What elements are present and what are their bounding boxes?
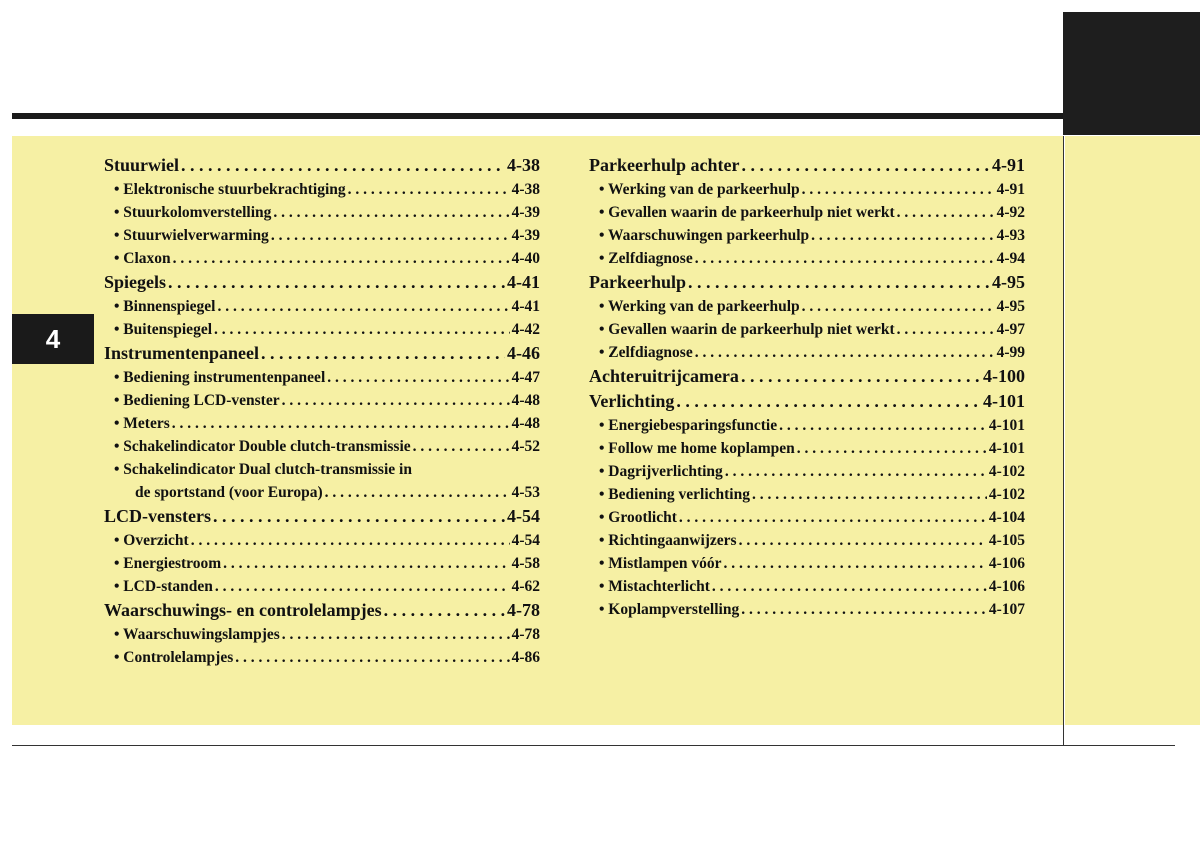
- toc-entry-label: • Schakelindicator Double clutch-transmissie: [114, 438, 411, 455]
- toc-entry-label: • Zelfdiagnose: [599, 250, 693, 267]
- toc-subentry[interactable]: [589, 295, 1025, 318]
- toc-page-number: 4-94: [996, 250, 1025, 267]
- toc-section-entry[interactable]: [104, 270, 540, 295]
- toc-entry-label: • Mistlampen vóór: [599, 555, 722, 572]
- toc-page-number: 4-100: [983, 366, 1025, 386]
- toc-page-number: 4-48: [511, 415, 540, 432]
- toc-entry-label: • Energiestroom: [114, 555, 222, 572]
- toc-section-entry[interactable]: [589, 389, 1025, 414]
- side-strip: [1065, 136, 1200, 725]
- toc-page-number: 4-99: [996, 344, 1025, 361]
- toc-entry-label: Verlichting: [589, 391, 675, 411]
- toc-page-number: 4-41: [511, 298, 540, 315]
- toc-page-number: 4-92: [996, 204, 1025, 221]
- toc-subentry[interactable]: [104, 247, 540, 270]
- toc-entry-label: • Buitenspiegel: [114, 321, 213, 338]
- toc-leader-dots: [739, 529, 987, 552]
- toc-entry-label: • Controlelampjes: [114, 649, 234, 666]
- toc-leader-dots: [741, 598, 987, 621]
- toc-page-number: 4-78: [507, 600, 540, 620]
- toc-leader-dots: [172, 412, 510, 435]
- toc-subentry[interactable]: [589, 552, 1025, 575]
- toc-entry-label: Spiegels: [104, 272, 167, 292]
- toc-entry-label: de sportstand (voor Europa): [135, 484, 323, 501]
- toc-page-number: 4-91: [996, 181, 1025, 198]
- toc-subentry[interactable]: [104, 412, 540, 435]
- toc-entry-label: • Overzicht: [114, 532, 189, 549]
- footer-rule: [12, 745, 1175, 746]
- toc-right-column: [589, 153, 1025, 621]
- toc-entry-label: • Gevallen waarin de parkeerhulp niet werkt: [599, 321, 895, 338]
- toc-subentry[interactable]: [589, 529, 1025, 552]
- toc-leader-dots: [725, 460, 987, 483]
- toc-entry-label: • Stuurwielverwarming: [114, 227, 269, 244]
- toc-entry-label: • LCD-standen: [114, 578, 213, 595]
- toc-page-number: 4-54: [507, 506, 540, 526]
- toc-leader-dots: [741, 364, 981, 389]
- toc-entry-label: LCD-vensters: [104, 506, 211, 526]
- toc-entry-label: • Gevallen waarin de parkeerhulp niet werkt: [599, 204, 895, 221]
- toc-subentry[interactable]: [589, 414, 1025, 437]
- toc-leader-dots: [215, 575, 510, 598]
- toc-entry-label: • Binnenspiegel: [114, 298, 216, 315]
- toc-page-number: 4-104: [988, 509, 1025, 526]
- toc-leader-dots: [752, 483, 987, 506]
- toc-leader-dots: [261, 341, 505, 366]
- toc-subentry[interactable]: [589, 201, 1025, 224]
- toc-page-number: 4-105: [988, 532, 1025, 549]
- toc-leader-dots: [811, 224, 994, 247]
- toc-subentry[interactable]: [104, 224, 540, 247]
- toc-subentry[interactable]: [589, 460, 1025, 483]
- toc-leader-dots: [235, 646, 509, 669]
- chapter-tab[interactable]: 4: [12, 314, 94, 364]
- toc-entry-label: • Grootlicht: [599, 509, 677, 526]
- toc-subentry[interactable]: [104, 435, 540, 458]
- toc-entry-label: • Dagrijverlichting: [599, 463, 723, 480]
- toc-subentry[interactable]: [589, 437, 1025, 460]
- margin-divider: [1063, 136, 1064, 746]
- toc-leader-dots: [223, 552, 509, 575]
- toc-section-entry[interactable]: [589, 270, 1025, 295]
- toc-leader-dots: [688, 270, 990, 295]
- toc-section-entry[interactable]: [589, 364, 1025, 389]
- toc-leader-dots: [213, 504, 505, 529]
- toc-section-entry[interactable]: [104, 341, 540, 366]
- toc-entry-label: • Waarschuwingen parkeerhulp: [599, 227, 810, 244]
- toc-section-entry[interactable]: [589, 153, 1025, 178]
- toc-page-number: 4-48: [511, 392, 540, 409]
- toc-page-number: 4-107: [988, 601, 1025, 618]
- toc-leader-dots: [724, 552, 987, 575]
- toc-entry-label: Stuurwiel: [104, 155, 180, 175]
- toc-page-number: 4-62: [511, 578, 540, 595]
- toc-leader-dots: [779, 414, 987, 437]
- toc-subentry[interactable]: [589, 506, 1025, 529]
- toc-leader-dots: [271, 224, 510, 247]
- toc-entry-label: • Stuurkolomverstelling: [114, 204, 272, 221]
- toc-subentry[interactable]: [104, 623, 540, 646]
- toc-entry-label: • Elektronische stuurbekrachtiging: [114, 181, 346, 198]
- toc-subentry[interactable]: [104, 389, 540, 412]
- toc-subentry[interactable]: [104, 366, 540, 389]
- toc-left-column: [104, 153, 540, 669]
- toc-leader-dots: [797, 437, 987, 460]
- toc-entry-label: • Zelfdiagnose: [599, 344, 693, 361]
- toc-page-number: 4-41: [507, 272, 540, 292]
- corner-block: [1063, 12, 1200, 135]
- toc-page-number: 4-95: [996, 298, 1025, 315]
- toc-leader-dots: [214, 318, 510, 341]
- toc-entry-label: • Meters: [114, 415, 170, 432]
- toc-leader-dots: [327, 366, 509, 389]
- toc-entry-label: • Energiebesparingsfunctie: [599, 417, 778, 434]
- toc-leader-dots: [173, 247, 510, 270]
- toc-leader-dots: [325, 481, 510, 504]
- toc-subentry[interactable]: [104, 201, 540, 224]
- toc-section-entry[interactable]: [104, 153, 540, 178]
- toc-entry-label: • Werking van de parkeerhulp: [599, 181, 800, 198]
- toc-entry-label: • Bediening instrumentenpaneel: [114, 369, 326, 386]
- toc-page-number: 4-46: [507, 343, 540, 363]
- toc-page-number: 4-102: [988, 463, 1025, 480]
- header-rule: [12, 113, 1063, 119]
- toc-leader-dots: [217, 295, 509, 318]
- toc-entry-label: • Bediening LCD-venster: [114, 392, 280, 409]
- toc-leader-dots: [676, 389, 981, 414]
- toc-subentry[interactable]: [104, 529, 540, 552]
- toc-page-number: 4-40: [511, 250, 540, 267]
- toc-subentry[interactable]: [104, 458, 540, 481]
- toc-leader-dots: [802, 178, 995, 201]
- toc-entry-label: • Bediening verlichting: [599, 486, 750, 503]
- toc-subentry[interactable]: [589, 483, 1025, 506]
- toc-page-number: 4-95: [992, 272, 1025, 292]
- toc-page-number: 4-39: [511, 227, 540, 244]
- toc-page-number: 4-42: [511, 321, 540, 338]
- toc-subentry[interactable]: [104, 178, 540, 201]
- toc-subentry[interactable]: [589, 575, 1025, 598]
- toc-leader-dots: [679, 506, 987, 529]
- toc-page-number: 4-53: [511, 484, 540, 501]
- toc-subentry[interactable]: [589, 224, 1025, 247]
- toc-leader-dots: [802, 295, 995, 318]
- toc-leader-dots: [273, 201, 509, 224]
- toc-page-number: 4-106: [988, 578, 1025, 595]
- toc-subentry[interactable]: [104, 552, 540, 575]
- toc-leader-dots: [695, 247, 995, 270]
- toc-entry-label: • Richtingaanwijzers: [599, 532, 737, 549]
- toc-leader-dots: [348, 178, 510, 201]
- toc-subentry[interactable]: [104, 295, 540, 318]
- toc-entry-label: • Koplampverstelling: [599, 601, 740, 618]
- toc-subentry[interactable]: [589, 598, 1025, 621]
- toc-section-entry[interactable]: [104, 504, 540, 529]
- toc-subentry[interactable]: [589, 247, 1025, 270]
- toc-page-number: 4-101: [988, 440, 1025, 457]
- toc-section-entry[interactable]: [104, 598, 540, 623]
- toc-subentry[interactable]: [104, 646, 540, 669]
- toc-subentry[interactable]: [104, 318, 540, 341]
- toc-entry-label: Parkeerhulp achter: [589, 155, 740, 175]
- toc-page-number: 4-58: [511, 555, 540, 572]
- toc-entry-label: Instrumentenpaneel: [104, 343, 260, 363]
- toc-entry-label: • Werking van de parkeerhulp: [599, 298, 800, 315]
- toc-entry-label: • Mistachterlicht: [599, 578, 710, 595]
- toc-page-number: 4-86: [511, 649, 540, 666]
- toc-page-number: 4-38: [507, 155, 540, 175]
- toc-subentry[interactable]: [589, 341, 1025, 364]
- toc-subentry[interactable]: [104, 575, 540, 598]
- toc-page-number: 4-93: [996, 227, 1025, 244]
- toc-leader-dots: [741, 153, 990, 178]
- toc-entry-label: • Follow me home koplampen: [599, 440, 795, 457]
- toc-page-number: 4-39: [511, 204, 540, 221]
- toc-page-number: 4-38: [511, 181, 540, 198]
- toc-page-number: 4-47: [511, 369, 540, 386]
- toc-page-number: 4-91: [992, 155, 1025, 175]
- toc-leader-dots: [168, 270, 505, 295]
- toc-leader-dots: [282, 389, 510, 412]
- toc-entry-label: • Schakelindicator Dual clutch-transmissie in: [114, 461, 412, 478]
- toc-leader-dots: [695, 341, 995, 364]
- toc-leader-dots: [712, 575, 987, 598]
- toc-page-number: 4-52: [511, 438, 540, 455]
- toc-leader-dots: [897, 318, 995, 341]
- toc-entry-label: Achteruitrijcamera: [589, 366, 739, 386]
- toc-leader-dots: [282, 623, 510, 646]
- toc-entry-label: • Waarschuwingslampjes: [114, 626, 280, 643]
- toc-leader-dots: [897, 201, 995, 224]
- toc-leader-dots: [191, 529, 510, 552]
- toc-entry-label: Waarschuwings- en controlelampjes: [104, 600, 382, 620]
- toc-entry-label: Parkeerhulp: [589, 272, 686, 292]
- toc-subentry[interactable]: [589, 178, 1025, 201]
- toc-subentry[interactable]: [104, 481, 540, 504]
- toc-entry-label: • Claxon: [114, 250, 171, 267]
- toc-page-number: 4-101: [988, 417, 1025, 434]
- toc-page-number: 4-106: [988, 555, 1025, 572]
- toc-page-number: 4-97: [996, 321, 1025, 338]
- toc-subentry[interactable]: [589, 318, 1025, 341]
- toc-leader-dots: [384, 598, 505, 623]
- toc-leader-dots: [413, 435, 510, 458]
- toc-page-number: 4-54: [511, 532, 540, 549]
- toc-leader-dots: [181, 153, 505, 178]
- toc-page-number: 4-78: [511, 626, 540, 643]
- toc-page-number: 4-101: [983, 391, 1025, 411]
- toc-page-number: 4-102: [988, 486, 1025, 503]
